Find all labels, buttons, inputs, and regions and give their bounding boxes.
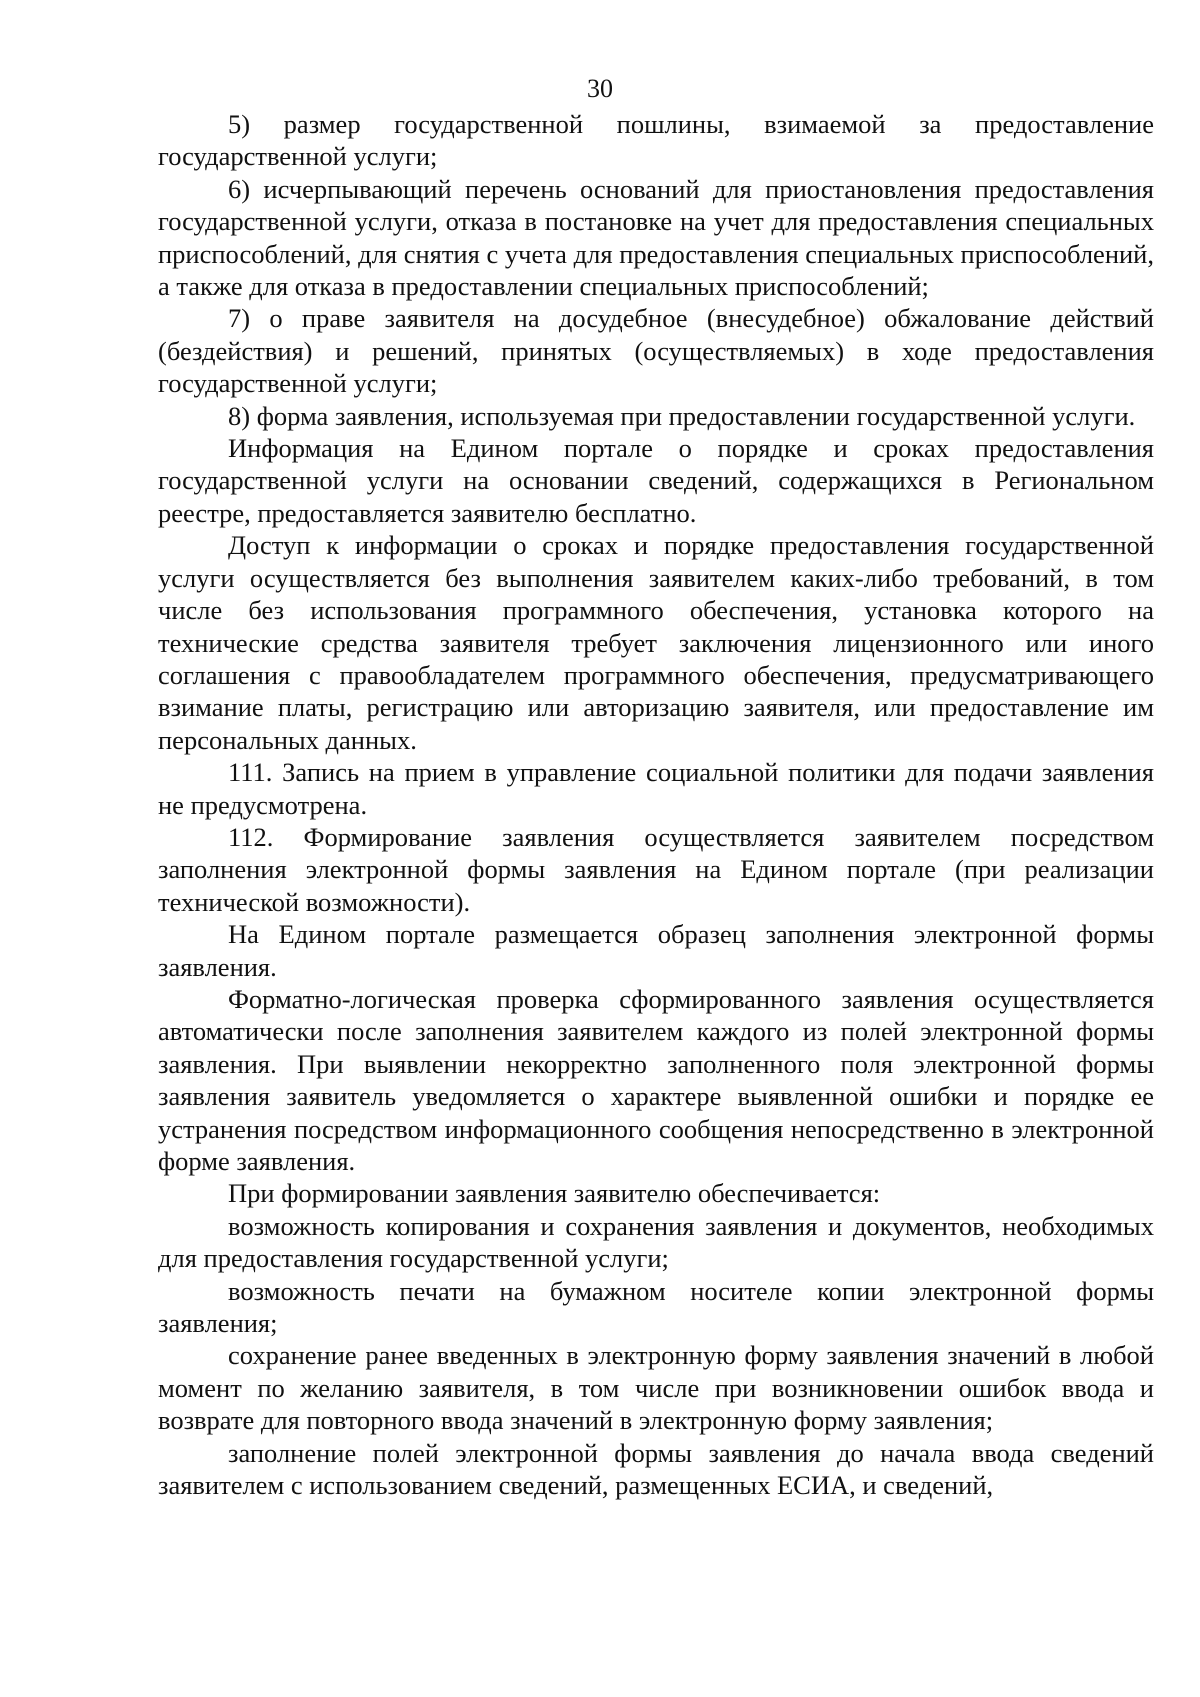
item-6-refusal-grounds: 6) исчерпывающий перечень оснований для приостановления предоставления государственной услуги, отказа в постановке на учет для предоставления специальных приспособлений, для снятия с учета для предоставления специальных приспособлений, а также для отказа в предоставлении специальных приспособлений;	[158, 173, 1154, 302]
paragraph-format-check: Форматно-логическая проверка сформированного заявления осуществляется автоматически после заполнения заявителем каждого из полей электронной формы заявления. При выявлении некорректно заполненного поля электронной формы заявления заявитель уведомляется о характере выявленной ошибки и порядке ее устранения посредством информационного сообщения непосредственно в электронной форме заявления.	[158, 983, 1154, 1176]
paragraph-portal-info-free: Информация на Едином портале о порядке и сроках предоставления государственной услуги на основании сведений, содержащихся в Региональном реестре, предоставляется заявителю бесплатно.	[158, 433, 1154, 528]
document-body	[158, 108, 1154, 1501]
list-item-copy-save: возможность копирования и сохранения заявления и документов, необходимых для предоставления государственной услуги;	[158, 1210, 1154, 1274]
clause-111: 111. Запись на прием в управление социальной политики для подачи заявления не предусмотрена.	[158, 757, 1154, 820]
item-7-appeal-right: 7) о праве заявителя на досудебное (внесудебное) обжалование действий (бездействия) и решений, принятых (осуществляемых) в ходе предоставления государственной услуги;	[158, 303, 1154, 399]
list-item-print: возможность печати на бумажном носителе копии электронной формы заявления;	[158, 1275, 1154, 1339]
paragraph-form-sample: На Едином портале размещается образец заполнения электронной формы заявления.	[158, 919, 1154, 982]
paragraph-ensured-list-intro: При формировании заявления заявителю обеспечивается:	[228, 1178, 881, 1209]
item-5-state-fee: 5) размер государственной пошлины, взимаемой за предоставление государственной услуги;	[158, 109, 1154, 172]
paragraph-access-to-info: Доступ к информации о сроках и порядке предоставления государственной услуги осуществляется без выполнения заявителем каких-либо требований, в том числе без использования программного обеспечения, установка которого на технические средства заявителя требует заключения лицензионного или иного соглашения с правообладателем программного обеспечения, предусматривающего взимание платы, регистрацию или авторизацию заявителя, или предоставление им персональных данных.	[158, 530, 1154, 755]
clause-112: 112. Формирование заявления осуществляется заявителем посредством заполнения электронной формы заявления на Едином портале (при реализации технической возможности).	[158, 821, 1154, 917]
page-number: 30	[587, 74, 613, 103]
item-8-application-form: 8) форма заявления, используемая при предоставлении государственной услуги.	[228, 400, 1136, 431]
list-item-save-values: сохранение ранее введенных в электронную форму заявления значений в любой момент по желанию заявителя, в том числе при возникновении ошибок ввода и возврате для повторного ввода значений в электронную форму заявления;	[158, 1340, 1154, 1436]
list-item-prefill: заполнение полей электронной формы заявления до начала ввода сведений заявителем с использованием сведений, размещенных ЕСИА, и сведений,	[158, 1437, 1154, 1501]
